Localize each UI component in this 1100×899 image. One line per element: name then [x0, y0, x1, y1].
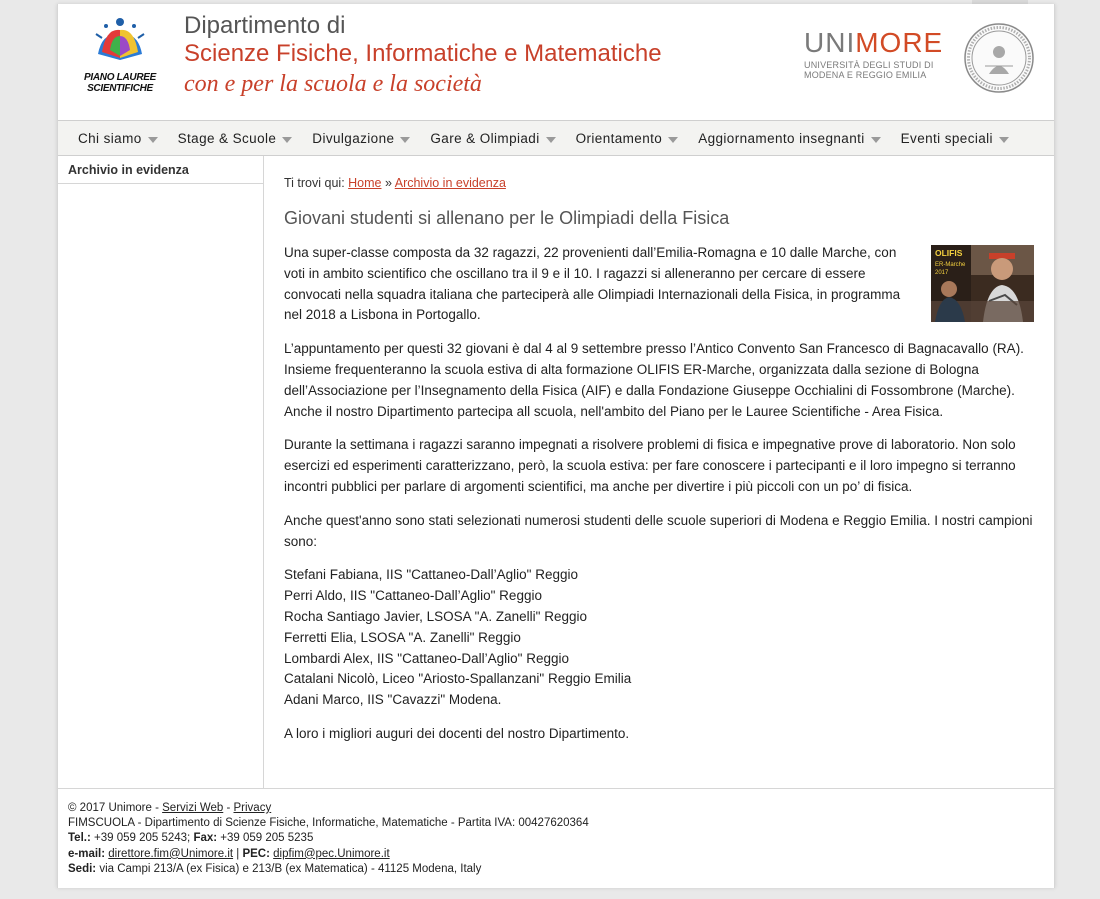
image-label-line3: 2017 — [935, 270, 949, 276]
footer-line-3 — [68, 831, 1054, 846]
unimore-wordmark-uni: UNI — [804, 27, 856, 58]
nav-item-label: Aggiornamento insegnanti — [698, 130, 865, 146]
list-item: Lombardi Alex, IIS "Cattaneo-Dall’Aglio" Reggio — [284, 650, 569, 666]
footer-line-4 — [68, 847, 1054, 862]
image-label-line1: OLIFIS — [935, 248, 963, 258]
sidebar-item-archivio-in-evidenza[interactable]: Archivio in evidenza — [58, 156, 263, 184]
pls-logo-text — [80, 72, 160, 94]
footer-email-link[interactable]: direttore.fim@Unimore.it — [108, 847, 234, 860]
department-title-line1: Dipartimento di — [184, 12, 346, 39]
article-paragraph-2: L’appuntamento per questi 32 giovani è dal 4 al 9 settembre presso l’Antico Convento San Francesco di Bagnacavallo (RA). Insieme frequenteranno la scuola estiva di alta formazione OLIFIS ER-Marche, organizzata dalla sezione di Bologna dell’Associazione per l’Insegnamento della Fisica (AIF) e dalla Fondazione Giuseppe Occhialini di Fossombrone (Marche). Anche il nostro Dipartimento partecipa all scuola, nell'ambito del Piano per le Lauree Scientifiche - Area Fisica. — [284, 341, 1024, 419]
unimore-wordmark-more: MORE — [855, 27, 944, 58]
footer-sedi-label: Sedi: — [68, 862, 97, 875]
breadcrumb — [284, 176, 1034, 190]
nav-aggiornamento-insegnanti[interactable] — [698, 131, 880, 146]
university-seal-icon — [963, 22, 1035, 94]
breadcrumb-current-link[interactable]: Archivio in evidenza — [394, 176, 506, 190]
unimore-subtitle-line1: UNIVERSITÀ DEGLI STUDI DI — [804, 60, 934, 70]
nav-divulgazione[interactable] — [312, 131, 410, 146]
footer-copyright: © 2017 Unimore - — [68, 802, 163, 814]
list-item: Rocha Santiago Javier, LSOSA "A. Zanelli" Reggio — [284, 608, 588, 624]
nav-item-label: Divulgazione — [312, 130, 395, 146]
footer-email-label: e-mail: — [68, 847, 106, 860]
image-label-line2: ER-Marche — [935, 262, 966, 268]
unimore-subtitle-line2: MODENA E REGGIO EMILIA — [804, 70, 927, 80]
list-item: Stefani Fabiana, IIS "Cattaneo-Dall’Aglio" Reggio — [284, 567, 579, 583]
pls-logo[interactable] — [80, 14, 160, 104]
nav-item-label: Chi siamo — [78, 130, 142, 146]
unimore-subtitle — [804, 60, 943, 80]
footer-line-5 — [68, 862, 1054, 877]
nav-item-label: Stage & Scuole — [177, 130, 277, 146]
footer-line-1 — [68, 801, 1054, 816]
department-title-line2: Scienze Fisiche, Informatiche e Matematiche — [184, 40, 662, 67]
nav-gare-olimpiadi[interactable] — [430, 131, 555, 146]
article-image[interactable] — [931, 245, 1034, 322]
footer-line-2: FIMSCUOLA - Dipartimento di Scienze Fisiche, Informatiche, Matematiche - Partita IVA: 00427620364 — [68, 817, 589, 830]
footer-servizi-web-link[interactable]: Servizi Web — [162, 802, 224, 814]
footer-fax-value: +39 059 205 5235 — [217, 832, 314, 845]
list-item: Ferretti Elia, LSOSA "A. Zanelli" Reggio — [284, 629, 521, 645]
footer-pipe: | — [233, 847, 243, 860]
list-item: Perri Aldo, IIS "Cattaneo-Dall’Aglio" Reggio — [284, 588, 542, 604]
breadcrumb-home-link[interactable]: Home — [348, 176, 382, 190]
colorful-book-logo-icon — [92, 14, 148, 70]
footer-tel-label: Tel.: — [68, 832, 91, 845]
site-footer — [58, 788, 1054, 888]
unimore-wordmark — [804, 28, 943, 58]
article-paragraph-1: Una super-classe composta da 32 ragazzi, 22 provenienti dall’Emilia-Romagna e 10 dalle Marche, con voti in ambito scientifico che oscillano tra il 9 e il 10. I ragazzi si alleneranno per cercare di essere convocati nella squadra italiana che parteciperà alle Olimpiadi Internazionali della Fisica, in programma nel 2018 a Lisbona in Portogallo. — [284, 245, 901, 323]
chevron-down-icon — [999, 137, 1009, 143]
footer-pec-link[interactable]: dipfim@pec.Unimore.it — [273, 847, 390, 860]
pls-logo-line1: PIANO LAUREE — [84, 72, 156, 83]
footer-fax-label: Fax: — [193, 832, 218, 845]
student-list — [284, 565, 1034, 711]
chevron-down-icon — [546, 137, 556, 143]
article-title: Giovani studenti si allenano per le Olimpiadi della Fisica — [284, 208, 730, 228]
nav-item-label: Orientamento — [575, 130, 663, 146]
main-content — [284, 156, 1034, 758]
department-title[interactable] — [184, 12, 662, 100]
article-paragraph-4: Anche quest'anno sono stati selezionati numerosi studenti delle scuole superiori di Modena e Reggio Emilia. I nostri campioni sono: — [284, 512, 1033, 549]
page — [57, 4, 1055, 888]
nav-stage-scuole[interactable] — [178, 131, 293, 146]
article-paragraph-5: A loro i migliori auguri dei docenti del nostro Dipartimento. — [284, 725, 630, 741]
chevron-down-icon — [871, 137, 881, 143]
footer-privacy-link[interactable]: Privacy — [233, 802, 272, 814]
nav-orientamento[interactable] — [576, 131, 679, 146]
article-body — [284, 243, 1034, 745]
nav-item-label: Eventi speciali — [900, 130, 993, 146]
list-item: Adani Marco, IIS "Cavazzi" Modena. — [284, 692, 502, 708]
sidebar — [58, 156, 264, 788]
footer-tel-value: +39 059 205 5243; — [90, 832, 194, 845]
main-navigation — [58, 120, 1054, 156]
breadcrumb-prefix: Ti trovi qui: — [284, 176, 345, 190]
nav-item-label: Gare & Olimpiadi — [430, 130, 540, 146]
footer-pec-label: PEC: — [242, 847, 270, 860]
nav-eventi-speciali[interactable] — [901, 131, 1009, 146]
image-caption-overlay — [931, 245, 1034, 322]
chevron-down-icon — [282, 137, 292, 143]
footer-sedi-value: via Campi 213/A (ex Fisica) e 213/B (ex Matematica) - 41125 Modena, Italy — [96, 862, 482, 875]
site-header — [58, 4, 1054, 120]
pls-logo-line2: SCIENTIFICHE — [87, 83, 153, 94]
chevron-down-icon — [668, 137, 678, 143]
chevron-down-icon — [148, 137, 158, 143]
unimore-logo[interactable] — [804, 28, 943, 80]
article-paragraph-3: Durante la settimana i ragazzi saranno impegnati a risolvere problemi di fisica e impegnative prove di laboratorio. Non solo esercizi ed esperimenti caratterizzano, però, la scuola estiva: per fare conoscere i partecipanti e il loro impegno si terranno incontri pubblici per parlare di argomenti scientifici, ma anche per divertire i più piccoli con un po’ di fisica. — [284, 437, 1016, 494]
footer-dash: - — [223, 802, 234, 814]
department-slogan: con e per la scuola e la società — [184, 71, 482, 97]
list-item: Catalani Nicolò, Liceo "Ariosto-Spallanzani" Reggio Emilia — [284, 671, 632, 687]
breadcrumb-separator: » — [384, 176, 392, 190]
chevron-down-icon — [400, 137, 410, 143]
nav-chi-siamo[interactable] — [78, 131, 158, 146]
